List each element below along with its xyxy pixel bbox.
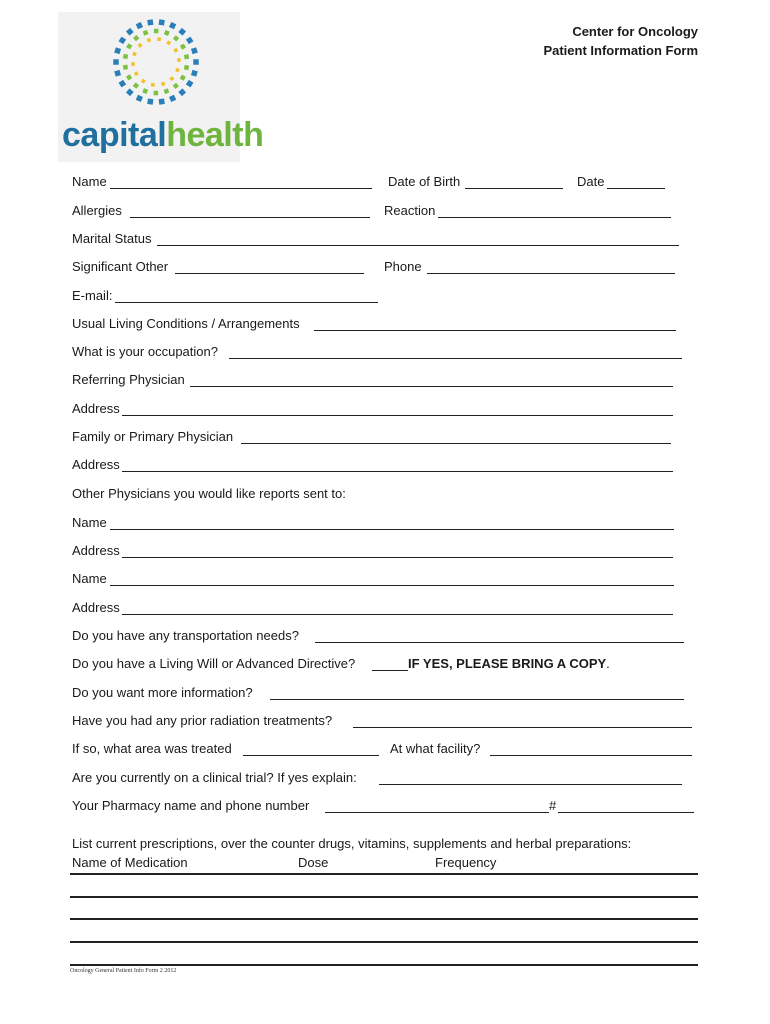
sunburst-square — [164, 88, 170, 94]
sunburst-square — [180, 75, 186, 81]
sunburst-square — [184, 65, 189, 70]
email-field[interactable] — [115, 302, 378, 303]
row-other-address-2 — [0, 600, 770, 618]
occupation-field[interactable] — [229, 358, 682, 359]
other-name-1-label: Name — [72, 515, 107, 530]
medication-line-3[interactable] — [70, 918, 698, 920]
sunburst-logo-icon — [106, 12, 206, 112]
medication-line-5[interactable] — [70, 964, 698, 966]
pharmacy-hash-label: # — [549, 798, 557, 813]
sunburst-square — [166, 40, 171, 45]
sunburst-square — [177, 58, 181, 62]
row-more-information — [0, 685, 770, 703]
more-information-field[interactable] — [270, 699, 684, 700]
sunburst-square — [136, 22, 143, 29]
sunburst-square — [159, 98, 165, 104]
sunburst-square — [180, 44, 186, 50]
living-will-note — [408, 656, 610, 672]
sunburst-square — [178, 88, 186, 96]
referring-physician-field[interactable] — [190, 386, 673, 387]
medications-header-row — [0, 855, 770, 873]
row-referring-physician — [0, 372, 770, 390]
sunburst-square — [186, 80, 194, 88]
sunburst-square — [142, 88, 148, 94]
living-will-field[interactable] — [372, 670, 408, 671]
sunburst-square — [123, 65, 128, 70]
medications-intro-row — [0, 836, 770, 854]
row-transportation — [0, 628, 770, 646]
medication-line-1[interactable] — [70, 873, 698, 875]
sunburst-square — [191, 47, 198, 54]
sunburst-square — [114, 47, 121, 54]
living-conditions-label: Usual Living Conditions / Arrangements — [72, 316, 300, 331]
area-treated-field[interactable] — [243, 755, 379, 756]
sunburst-square — [147, 38, 152, 43]
sunburst-square — [132, 52, 137, 57]
sunburst-square — [154, 91, 159, 96]
name-field[interactable] — [110, 188, 372, 189]
clinical-trial-field[interactable] — [379, 784, 682, 785]
row-radiation — [0, 713, 770, 731]
sunburst-square — [136, 95, 143, 102]
living-will-note-text: IF YES, PLEASE BRING A COPY — [408, 656, 607, 671]
family-physician-field[interactable] — [241, 443, 671, 444]
sunburst-square — [119, 80, 127, 88]
sunburst-square — [169, 22, 176, 29]
reaction-label: Reaction — [384, 203, 436, 218]
sunburst-square — [159, 19, 165, 25]
other-name-2-label: Name — [72, 571, 107, 586]
sunburst-square — [133, 35, 139, 41]
marital-status-field[interactable] — [157, 245, 679, 246]
row-other-name-1 — [0, 515, 770, 533]
row-other-physicians — [0, 486, 770, 504]
name-label: Name — [72, 174, 107, 189]
allergies-label: Allergies — [72, 203, 122, 218]
brand-name-part-2: health — [166, 116, 264, 154]
row-referring-address — [0, 401, 770, 419]
area-treated-label: If so, what area was treated — [72, 741, 232, 756]
sunburst-square — [141, 79, 146, 84]
medication-line-2[interactable] — [70, 896, 698, 898]
sunburst-square — [126, 74, 132, 80]
date-field[interactable] — [607, 188, 665, 189]
sunburst-square — [154, 29, 159, 34]
sunburst-square — [138, 43, 143, 48]
dob-field[interactable] — [465, 188, 563, 189]
sunburst-square — [126, 28, 134, 36]
form-title-line-1: Center for Oncology — [572, 24, 698, 39]
living-will-note-period: . — [606, 656, 610, 671]
family-address-label: Address — [72, 457, 120, 472]
pharmacy-label: Your Pharmacy name and phone number — [72, 798, 310, 813]
sunburst-square — [147, 19, 153, 25]
sunburst-square — [169, 76, 174, 81]
sunburst-square — [157, 37, 161, 41]
row-significant-other-phone — [0, 259, 770, 277]
phone-field[interactable] — [427, 273, 675, 274]
referring-physician-label: Referring Physician — [72, 372, 185, 387]
form-title-line-2: Patient Information Form — [543, 43, 698, 58]
date-label: Date — [577, 174, 605, 189]
other-address-2-field[interactable] — [122, 614, 673, 615]
sunburst-square — [178, 28, 186, 36]
other-name-2-field[interactable] — [110, 585, 674, 586]
brand-name — [62, 116, 263, 155]
capital-health-logo — [58, 12, 264, 162]
sunburst-square — [193, 59, 199, 65]
sunburst-square — [134, 71, 139, 76]
other-address-1-label: Address — [72, 543, 120, 558]
row-allergies-reaction — [0, 203, 770, 221]
other-address-2-label: Address — [72, 600, 120, 615]
family-address-field[interactable] — [122, 471, 673, 472]
footer-text: Oncology General Patient Info Form 2 2012 — [70, 968, 177, 974]
row-other-name-2 — [0, 571, 770, 589]
sunburst-square — [175, 68, 180, 73]
dob-label: Date of Birth — [388, 174, 461, 189]
referring-address-field[interactable] — [122, 415, 673, 416]
sunburst-square — [151, 83, 155, 87]
living-conditions-field[interactable] — [314, 330, 676, 331]
medications-intro: List current prescriptions, over the counter drugs, vitamins, supplements and herbal preparations: — [72, 836, 632, 851]
sunburst-square — [119, 37, 127, 45]
pharmacy-phone-field[interactable] — [558, 812, 694, 813]
living-will-label: Do you have a Living Will or Advanced Directive? — [72, 656, 356, 671]
sunburst-square — [186, 37, 194, 45]
row-living-conditions — [0, 316, 770, 334]
marital-status-label: Marital Status — [72, 231, 152, 246]
sunburst-square — [164, 30, 170, 36]
radiation-field[interactable] — [353, 727, 692, 728]
sunburst-square — [173, 48, 178, 53]
facility-label: At what facility? — [390, 741, 481, 756]
transportation-label: Do you have any transportation needs? — [72, 628, 299, 643]
row-other-address-1 — [0, 543, 770, 561]
sunburst-square — [143, 30, 149, 36]
sunburst-square — [123, 54, 128, 59]
clinical-trial-label: Are you currently on a clinical trial? If yes explain: — [72, 770, 357, 785]
significant-other-field[interactable] — [175, 273, 364, 274]
medication-name-header: Name of Medication — [72, 855, 188, 870]
other-address-1-field[interactable] — [122, 557, 673, 558]
transportation-field[interactable] — [315, 642, 684, 643]
family-physician-label: Family or Primary Physician — [72, 429, 234, 444]
facility-field[interactable] — [490, 755, 692, 756]
occupation-label: What is your occupation? — [72, 344, 218, 359]
row-family-address — [0, 457, 770, 475]
sunburst-square — [191, 70, 198, 77]
row-area-facility — [0, 741, 770, 759]
sunburst-square — [173, 35, 179, 41]
allergies-field[interactable] — [130, 217, 370, 218]
sunburst-square — [114, 70, 121, 77]
row-living-will — [0, 656, 770, 674]
sunburst-square — [147, 98, 153, 104]
referring-address-label: Address — [72, 401, 120, 416]
row-occupation — [0, 344, 770, 362]
medication-line-4[interactable] — [70, 941, 698, 943]
row-pharmacy — [0, 798, 770, 816]
significant-other-label: Significant Other — [72, 259, 169, 274]
row-email — [0, 288, 770, 306]
sunburst-square — [184, 54, 189, 59]
phone-label: Phone — [384, 259, 422, 274]
sunburst-square — [126, 88, 134, 96]
row-marital-status — [0, 231, 770, 249]
medication-frequency-header: Frequency — [435, 855, 497, 870]
row-name-dob-date — [0, 174, 770, 192]
more-information-label: Do you want more information? — [72, 685, 253, 700]
sunburst-square — [173, 83, 179, 89]
row-family-physician — [0, 429, 770, 447]
medication-dose-header: Dose — [298, 855, 329, 870]
sunburst-square — [113, 59, 119, 65]
row-clinical-trial — [0, 770, 770, 788]
sunburst-square — [131, 62, 135, 66]
sunburst-square — [126, 43, 132, 49]
sunburst-square — [161, 82, 166, 87]
email-label: E-mail: — [72, 288, 113, 303]
sunburst-square — [133, 82, 139, 88]
form-title — [543, 22, 698, 60]
brand-name-part-1: capital — [62, 116, 167, 154]
other-name-1-field[interactable] — [110, 529, 674, 530]
pharmacy-name-field[interactable] — [325, 812, 549, 813]
reaction-field[interactable] — [438, 217, 671, 218]
other-physicians-label: Other Physicians you would like reports sent to: — [72, 486, 346, 501]
sunburst-square — [169, 95, 176, 102]
radiation-label: Have you had any prior radiation treatments? — [72, 713, 333, 728]
